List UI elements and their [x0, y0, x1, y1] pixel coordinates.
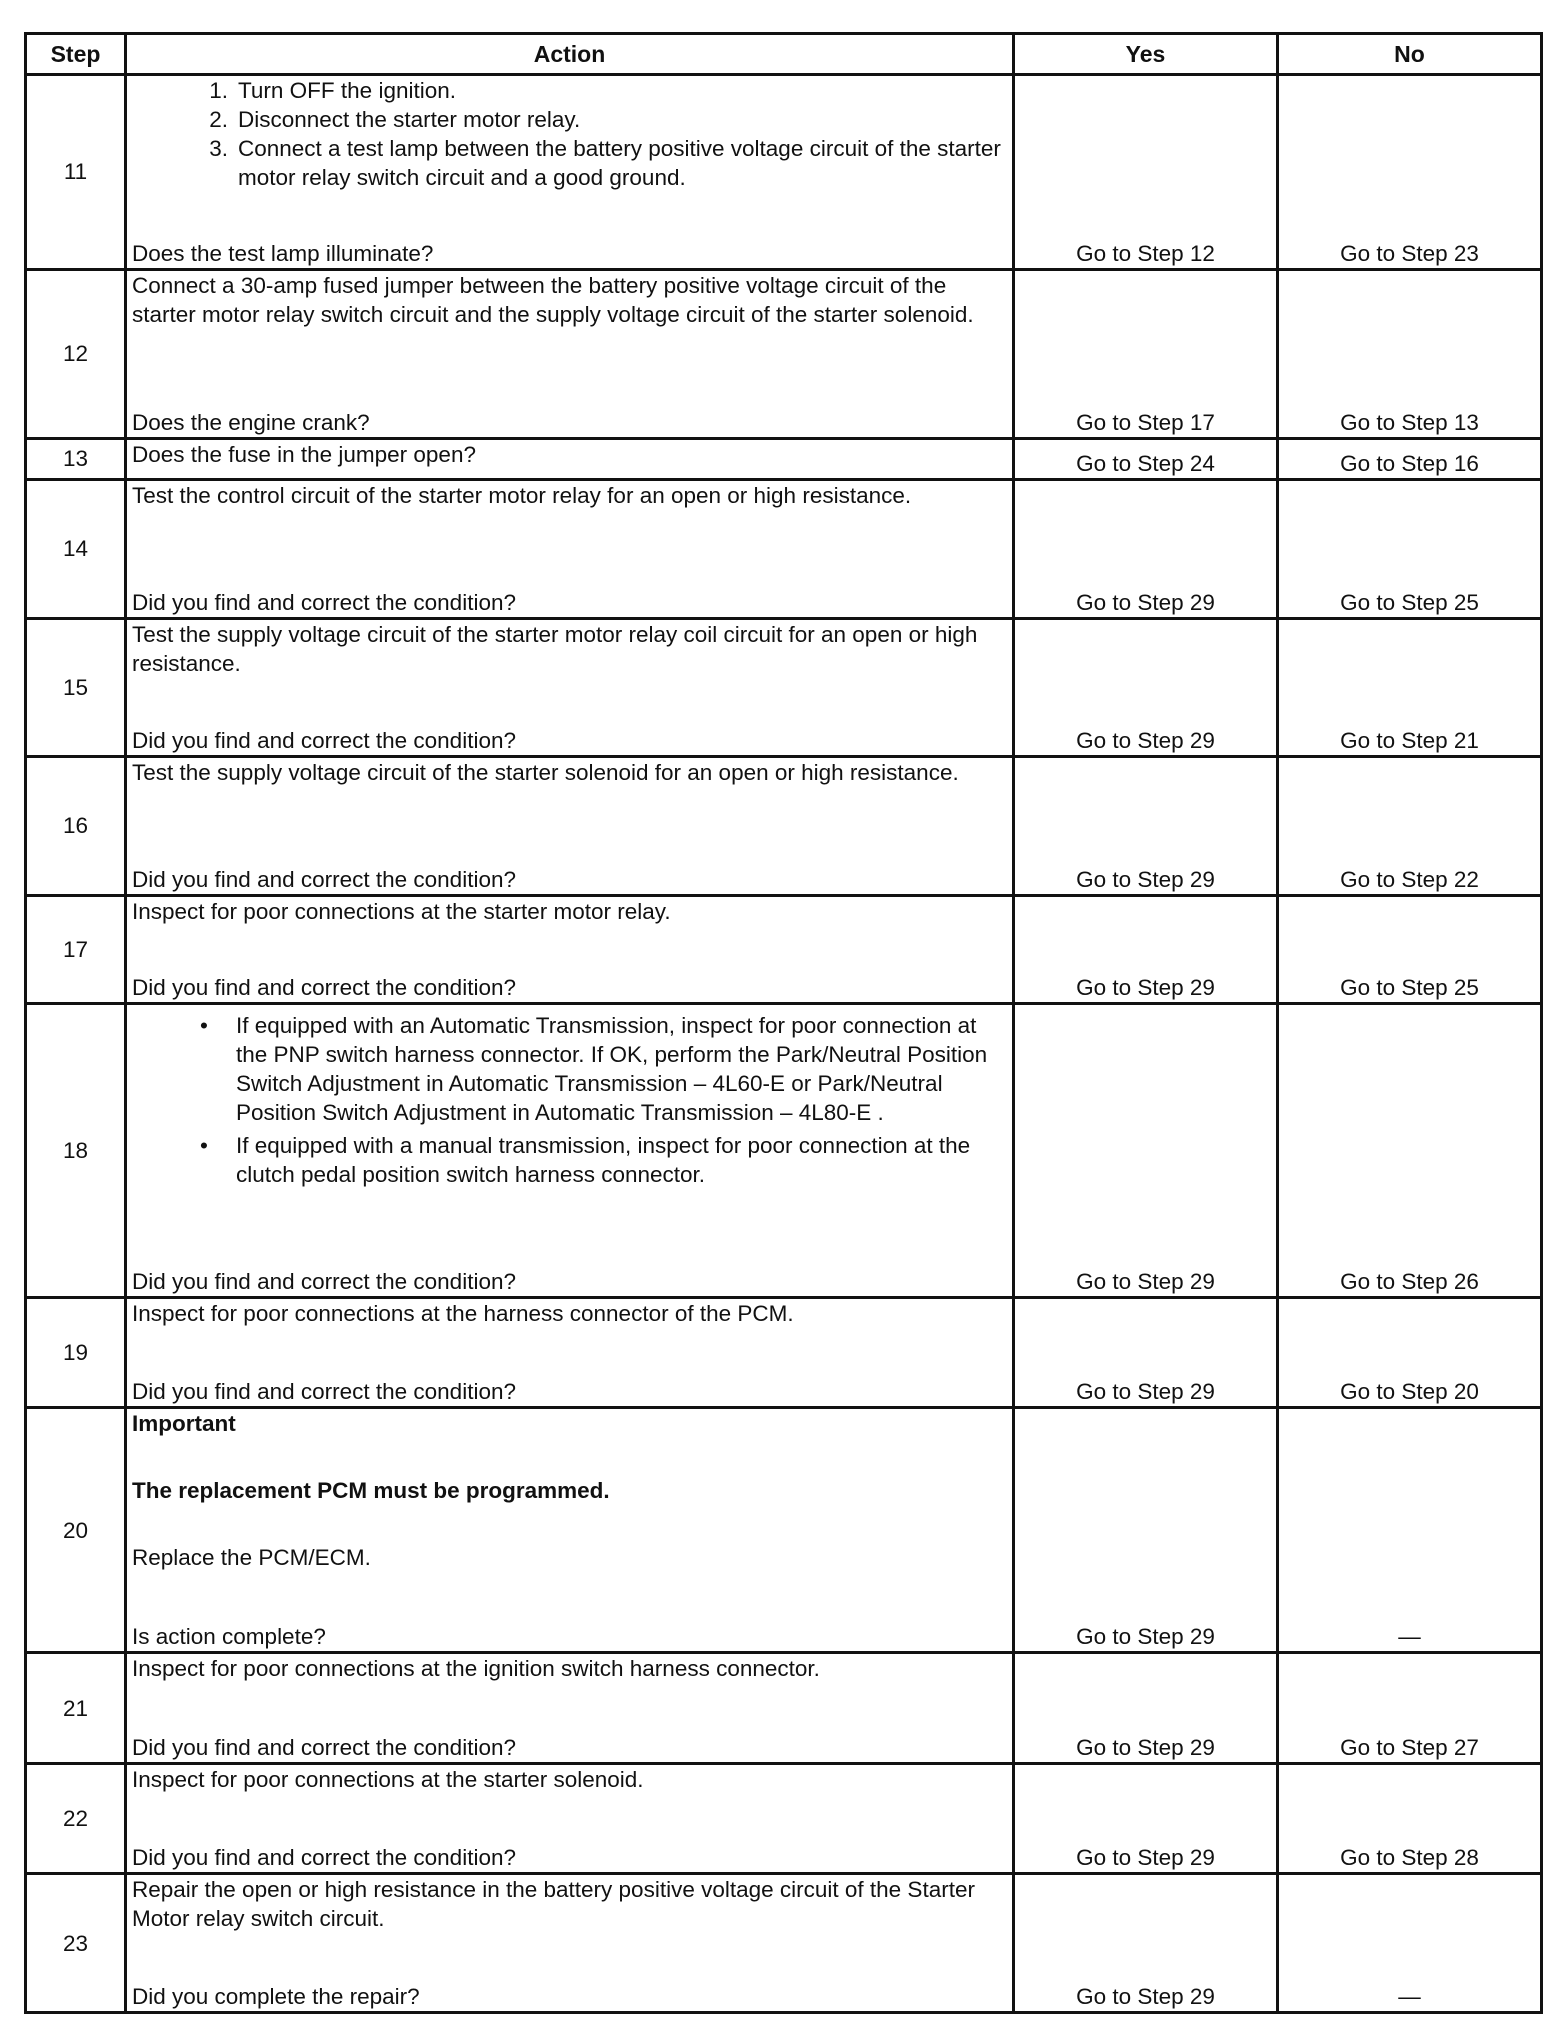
- action-text: Inspect for poor connections at the starter motor relay.: [132, 898, 671, 924]
- step-number: 13: [26, 438, 126, 479]
- list-number: 3.: [209, 136, 228, 161]
- question-text: Did you find and correct the condition?: [132, 1845, 516, 1871]
- action-text: Test the supply voltage circuit of the starter solenoid for an open or high resistance.: [132, 760, 959, 786]
- table-row: [26, 1408, 1542, 1653]
- action-text: Connect a 30-amp fused jumper between the battery positive voltage circuit of the starter motor relay switch circuit and the supply voltage circuit of the starter solenoid.: [132, 272, 974, 327]
- yes-result: Go to Step 29: [1014, 895, 1278, 1004]
- table-row: [26, 269, 1542, 438]
- numbered-list: [132, 76, 1007, 239]
- no-result: Go to Step 23: [1278, 75, 1542, 270]
- action-cell: [126, 269, 1014, 438]
- list-item: [132, 76, 1007, 105]
- important-text: The replacement PCM must be programmed.: [132, 1478, 610, 1504]
- yes-result: Go to Step 29: [1014, 757, 1278, 896]
- diagnostic-table: [24, 32, 1543, 2014]
- table-row: [26, 895, 1542, 1004]
- table-row: [26, 75, 1542, 270]
- step-number: 12: [26, 269, 126, 438]
- yes-result: Go to Step 29: [1014, 1653, 1278, 1764]
- header-row: [26, 34, 1542, 75]
- yes-result: Go to Step 17: [1014, 269, 1278, 438]
- step-number: 15: [26, 618, 126, 757]
- step-number: 20: [26, 1408, 126, 1653]
- action-cell: [126, 1004, 1014, 1297]
- header-yes: Yes: [1014, 34, 1278, 75]
- step-number: 16: [26, 757, 126, 896]
- table-row: [26, 438, 1542, 479]
- action-cell: [126, 438, 1014, 479]
- list-item: [132, 105, 1007, 134]
- question-text: Did you find and correct the condition?: [132, 1379, 516, 1405]
- action-cell: [126, 1653, 1014, 1764]
- step-number: 11: [26, 75, 126, 270]
- table-row: [26, 1874, 1542, 2013]
- no-result: —: [1278, 1408, 1542, 1653]
- step-number: 21: [26, 1653, 126, 1764]
- action-cell: [126, 1874, 1014, 2013]
- list-text: If equipped with an Automatic Transmission, inspect for poor connection at the PNP switch harness connector. If OK, perform the Park/Neutral Position Switch Adjustment in Automatic Transmission – 4L60-E or Park/Neutral Position Switch Adjustment in Automatic Transmission – 4L80-E .: [236, 1013, 988, 1126]
- list-item: [132, 1131, 1007, 1189]
- action-cell: [126, 1763, 1014, 1874]
- list-number: 1.: [209, 78, 228, 103]
- list-text: If equipped with a manual transmission, inspect for poor connection at the clutch pedal position switch harness connector.: [236, 1133, 971, 1188]
- no-result: Go to Step 20: [1278, 1297, 1542, 1408]
- table-row: [26, 618, 1542, 757]
- no-result: Go to Step 16: [1278, 438, 1542, 479]
- list-item: [132, 134, 1007, 192]
- no-result: Go to Step 25: [1278, 895, 1542, 1004]
- yes-result: Go to Step 29: [1014, 1297, 1278, 1408]
- yes-result: Go to Step 29: [1014, 1763, 1278, 1874]
- bullet-icon: •: [200, 1013, 208, 1039]
- no-result: Go to Step 26: [1278, 1004, 1542, 1297]
- question-text: Did you find and correct the condition?: [132, 975, 516, 1001]
- action-text: Inspect for poor connections at the harness connector of the PCM.: [132, 1300, 794, 1326]
- question-text: Does the engine crank?: [132, 409, 370, 435]
- action-text: Inspect for poor connections at the starter solenoid.: [132, 1766, 644, 1792]
- question-text: Did you find and correct the condition?: [132, 1734, 516, 1760]
- question-text: Is action complete?: [132, 1624, 326, 1650]
- yes-result: Go to Step 24: [1014, 438, 1278, 479]
- no-result: Go to Step 27: [1278, 1653, 1542, 1764]
- action-text: Inspect for poor connections at the ignition switch harness connector.: [132, 1656, 820, 1682]
- action-text: Test the supply voltage circuit of the starter motor relay coil circuit for an open or high resistance.: [132, 621, 978, 676]
- question-text: Did you find and correct the condition?: [132, 589, 516, 615]
- yes-result: Go to Step 29: [1014, 1004, 1278, 1297]
- yes-result: Go to Step 29: [1014, 618, 1278, 757]
- table-row: [26, 1763, 1542, 1874]
- list-number: 2.: [209, 107, 228, 132]
- action-text: Repair the open or high resistance in the battery positive voltage circuit of the Starter Motor relay switch circuit.: [132, 1877, 975, 1932]
- action-cell: [126, 618, 1014, 757]
- no-result: Go to Step 25: [1278, 479, 1542, 618]
- no-result: —: [1278, 1874, 1542, 2013]
- bullet-icon: •: [200, 1133, 208, 1159]
- table-row: [26, 479, 1542, 618]
- question-text: Did you find and correct the condition?: [132, 728, 516, 754]
- table-row: [26, 1653, 1542, 1764]
- yes-result: Go to Step 29: [1014, 479, 1278, 618]
- action-text: Replace the PCM/ECM.: [132, 1545, 371, 1571]
- no-result: Go to Step 21: [1278, 618, 1542, 757]
- action-cell: [126, 479, 1014, 618]
- header-step: Step: [26, 34, 126, 75]
- no-result: Go to Step 13: [1278, 269, 1542, 438]
- list-text: Disconnect the starter motor relay.: [238, 107, 581, 132]
- list-text: Turn OFF the ignition.: [238, 78, 457, 103]
- step-number: 23: [26, 1874, 126, 2013]
- action-cell: [126, 895, 1014, 1004]
- question-text: Does the test lamp illuminate?: [132, 240, 434, 266]
- step-number: 18: [26, 1004, 126, 1297]
- yes-result: Go to Step 29: [1014, 1874, 1278, 2013]
- action-cell: [126, 1408, 1014, 1653]
- header-no: No: [1278, 34, 1542, 75]
- yes-result: Go to Step 12: [1014, 75, 1278, 270]
- header-action: Action: [126, 34, 1014, 75]
- bullet-list: [132, 1005, 1007, 1266]
- step-number: 14: [26, 479, 126, 618]
- question-text: Does the fuse in the jumper open?: [132, 441, 476, 467]
- list-text: Connect a test lamp between the battery positive voltage circuit of the starter motor relay switch circuit and a good ground.: [238, 136, 1001, 190]
- step-number: 19: [26, 1297, 126, 1408]
- action-cell: [126, 1297, 1014, 1408]
- yes-result: Go to Step 29: [1014, 1408, 1278, 1653]
- table-row: [26, 757, 1542, 896]
- action-cell: [126, 75, 1014, 270]
- question-text: Did you find and correct the condition?: [132, 1268, 516, 1294]
- no-result: Go to Step 22: [1278, 757, 1542, 896]
- question-text: Did you find and correct the condition?: [132, 866, 516, 892]
- step-number: 17: [26, 895, 126, 1004]
- action-cell: [126, 757, 1014, 896]
- important-label: Important: [132, 1411, 236, 1437]
- step-number: 22: [26, 1763, 126, 1874]
- no-result: Go to Step 28: [1278, 1763, 1542, 1874]
- action-text: Test the control circuit of the starter motor relay for an open or high resistance.: [132, 482, 912, 508]
- table-row: [26, 1297, 1542, 1408]
- table-row: [26, 1004, 1542, 1297]
- question-text: Did you complete the repair?: [132, 1984, 420, 2009]
- list-item: [132, 1011, 1007, 1127]
